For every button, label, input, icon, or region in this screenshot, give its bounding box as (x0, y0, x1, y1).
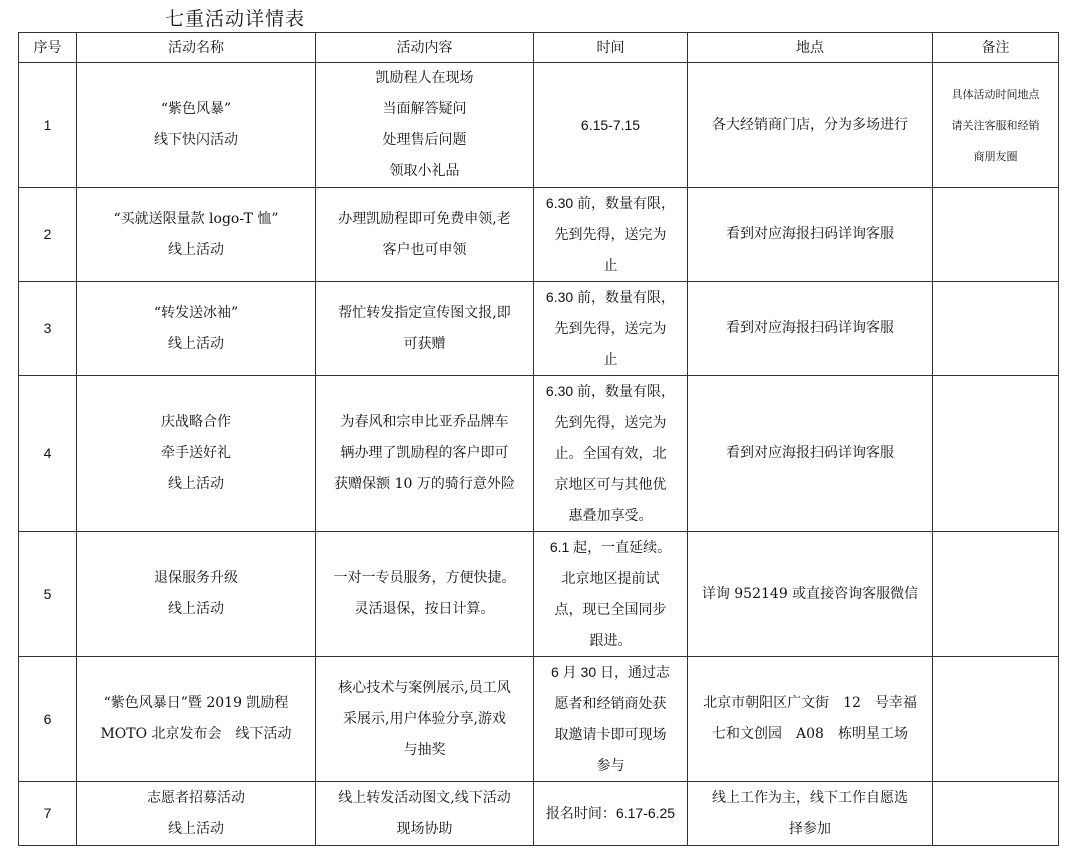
header-place: 地点 (688, 33, 933, 63)
cell-time-line: 止 (603, 351, 618, 367)
cell-time-line: 止。全国有效，北 (554, 445, 667, 461)
cell-place-line: 北京市朝阳区广文街 12 号幸福 (703, 695, 917, 711)
cell-name-line: 线上活动 (168, 335, 224, 352)
table-row (19, 376, 1059, 532)
cell-time-line: 止 (603, 257, 618, 273)
cell-place (688, 657, 933, 782)
cell-content-line: 灵活退保，按日计算。 (354, 601, 495, 617)
cell-name (77, 782, 316, 846)
table-row (19, 282, 1059, 376)
cell-time (534, 532, 688, 657)
cell-time (534, 376, 688, 532)
cell-remark-line: 商朋友圈 (973, 149, 1018, 163)
cell-remark (933, 657, 1059, 782)
header-row (19, 33, 1059, 63)
cell-name-line: “转发送冰袖” (153, 304, 239, 321)
cell-name (77, 532, 316, 657)
cell-time-line: 先到先得，送完为 (554, 320, 667, 336)
cell-no: 5 (19, 532, 77, 657)
cell-place (688, 63, 933, 188)
cell-place-line: 看到对应海报扫码详询客服 (726, 320, 894, 336)
cell-time-line: 参与 (596, 757, 625, 773)
header-content: 活动内容 (316, 33, 534, 63)
cell-content-line: 领取小礼品 (389, 163, 460, 179)
cell-name (77, 376, 316, 532)
cell-time-line: 6.30 前，数量有限， (545, 383, 676, 399)
cell-content-line: 帮忙转发指定宣传图文报,即 (338, 304, 511, 321)
cell-place (688, 188, 933, 282)
cell-time-line: 惠叠加享受。 (568, 507, 653, 523)
cell-name-line: 线上活动 (168, 476, 224, 492)
cell-content-line: 与抽奖 (403, 741, 446, 758)
table-row (19, 188, 1059, 282)
cell-content (316, 376, 534, 532)
cell-time (534, 657, 688, 782)
cell-name-line: “紫色风暴” (160, 101, 232, 117)
cell-time (534, 282, 688, 376)
cell-remark (933, 63, 1059, 188)
cell-name (77, 188, 316, 282)
cell-remark (933, 282, 1059, 376)
activity-table (18, 32, 1059, 846)
cell-time-line: 取邀请卡即可现场 (554, 726, 667, 742)
cell-place-line: 各大经销商门店，分为多场进行 (712, 116, 908, 133)
cell-content-line: 采展示,用户体验分享,游戏 (343, 710, 506, 727)
cell-time-line: 北京地区提前试 (561, 570, 660, 586)
cell-remark (933, 376, 1059, 532)
cell-content-line: 核心技术与案例展示,员工风 (338, 679, 511, 696)
cell-no: 3 (19, 282, 77, 376)
cell-place-line: 择参加 (789, 820, 831, 837)
cell-name-line: 线上活动 (168, 820, 224, 837)
cell-remark (933, 188, 1059, 282)
cell-remark (933, 782, 1059, 846)
cell-content (316, 188, 534, 282)
cell-content (316, 282, 534, 376)
cell-time-line: 先到先得，送完为 (554, 226, 667, 242)
cell-place-line: 七和文创园 A08 栋明星工场 (712, 726, 908, 742)
table-row (19, 782, 1059, 846)
cell-time (534, 63, 688, 188)
cell-time-line: 6.30 前，数量有限， (545, 195, 676, 211)
cell-content-line: 为春风和宗申比亚乔品牌车 (340, 414, 509, 430)
cell-time-line: 报名时间：6.17-6.25 (545, 805, 676, 821)
cell-place-line: 看到对应海报扫码详询客服 (726, 445, 894, 461)
cell-no: 1 (19, 63, 77, 188)
cell-content-line: 办理凯励程即可免费申领,老 (338, 210, 511, 227)
cell-content-line: 辆办理了凯励程的客户即可 (340, 445, 509, 461)
cell-remark (933, 532, 1059, 657)
cell-content-line: 现场协助 (396, 820, 453, 837)
cell-name-line: 志愿者招募活动 (147, 789, 245, 806)
cell-content-line: 当面解答疑问 (382, 101, 467, 117)
cell-place (688, 532, 933, 657)
cell-name-line: 线上活动 (168, 601, 224, 617)
cell-content-line: 一对一专员服务，方便快捷。 (333, 570, 516, 586)
cell-name-line: MOTO 北京发布会 线下活动 (100, 726, 292, 742)
cell-place-line: 线上工作为主，线下工作自愿选 (712, 789, 908, 806)
cell-time-line: 跟进。 (589, 632, 632, 648)
cell-no: 6 (19, 657, 77, 782)
cell-content-line: 可获赠 (403, 335, 446, 352)
cell-time (534, 188, 688, 282)
cell-time-line: 京地区可与其他优 (554, 476, 667, 492)
cell-place-line: 看到对应海报扫码详询客服 (726, 226, 894, 242)
header-name: 活动名称 (77, 33, 316, 63)
cell-no: 2 (19, 188, 77, 282)
cell-time-line: 6.30 前，数量有限， (545, 289, 676, 305)
cell-time-line: 先到先得，送完为 (554, 414, 667, 430)
cell-no: 7 (19, 782, 77, 846)
cell-name-line: 退保服务升级 (154, 570, 238, 586)
cell-name-line: “紫色风暴日”暨 2019 凯励程 (103, 695, 289, 711)
cell-time-line: 6 月 30 日，通过志 (550, 664, 671, 680)
cell-name (77, 63, 316, 188)
cell-content-line: 线上转发活动图文,线下活动 (338, 789, 511, 806)
cell-remark-line: 具体活动时间地点 (951, 87, 1040, 101)
table-row (19, 657, 1059, 782)
cell-content-line: 处理售后问题 (382, 132, 467, 148)
cell-place (688, 376, 933, 532)
header-time: 时间 (534, 33, 688, 63)
cell-time (534, 782, 688, 846)
cell-time-line: 愿者和经销商处获 (554, 695, 667, 711)
cell-place (688, 282, 933, 376)
cell-content (316, 63, 534, 188)
cell-content-line: 凯励程人在现场 (375, 70, 474, 86)
cell-content (316, 657, 534, 782)
cell-time-line: 6.15-7.15 (580, 116, 641, 133)
cell-content-line: 客户也可申领 (382, 241, 467, 258)
table-row (19, 532, 1059, 657)
cell-name-line: 线下快闪活动 (154, 132, 238, 148)
cell-time-line: 6.1 起，一直延续。 (549, 539, 672, 555)
cell-place-line: 详询 952149 或直接咨询客服微信 (701, 585, 919, 602)
header-no: 序号 (19, 33, 77, 63)
cell-name-line: “买就送限量款 logo-T 恤” (113, 210, 279, 227)
cell-content-line: 获赠保额 10 万的骑行意外险 (334, 476, 515, 492)
cell-name-line: 线上活动 (168, 241, 224, 258)
cell-place (688, 782, 933, 846)
cell-name (77, 282, 316, 376)
cell-no: 4 (19, 376, 77, 532)
header-remark: 备注 (933, 33, 1059, 63)
cell-name-line: 庆战略合作 (161, 414, 231, 430)
table-title: 七重活动详情表 (165, 8, 306, 30)
cell-name-line: 牵手送好礼 (161, 445, 231, 461)
cell-remark-line: 请关注客服和经销 (951, 118, 1040, 132)
cell-name (77, 657, 316, 782)
cell-time-line: 点，现已全国同步 (554, 601, 667, 617)
cell-content (316, 532, 534, 657)
table-row (19, 63, 1059, 188)
cell-content (316, 782, 534, 846)
